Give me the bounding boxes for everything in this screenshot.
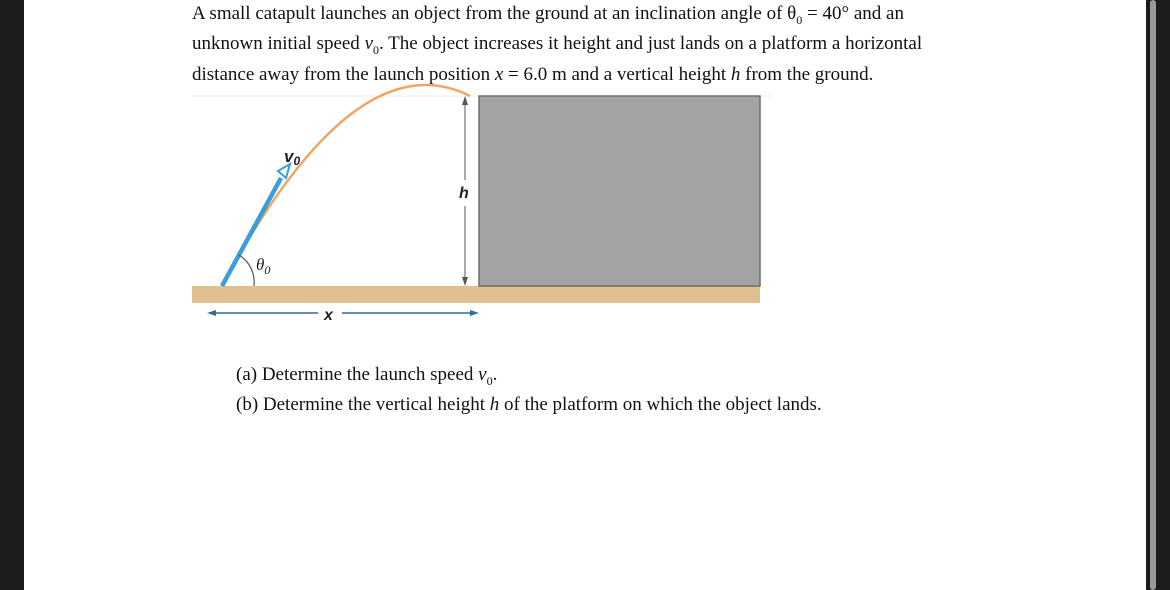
problem-line-2: unknown initial speed $v_0$. The object increases it height and just lands on a platform a horizontal <box>192 33 923 58</box>
x-arrowhead-right <box>470 310 479 316</box>
x-label: x <box>324 307 333 324</box>
platform <box>479 96 760 286</box>
questions <box>236 363 822 417</box>
horizontal-distance-dimension <box>207 310 479 316</box>
height-arrowhead-down <box>462 277 468 286</box>
theta-label: $\theta_0$ <box>256 255 271 277</box>
question-a: (a) Determine the launch speed $v_0$. <box>236 364 498 388</box>
v0-label: v0 <box>284 147 301 168</box>
question-b: (b) Determine the vertical height h of the platform on which the object lands. <box>236 393 822 415</box>
ground <box>192 286 760 303</box>
height-arrowhead-up <box>462 96 468 105</box>
x-arrowhead-left <box>207 310 216 316</box>
problem-line-3: distance away from the launch position x = 6.0 m and a vertical height h from the ground. <box>192 63 874 85</box>
velocity-arrowhead <box>278 164 290 178</box>
problem-line-1: A small catapult launches an object from the ground at an inclination angle of $\theta_0 = 40^\circ$ and an <box>192 3 904 27</box>
h-label: h <box>459 185 469 202</box>
angle-arc <box>239 255 254 286</box>
